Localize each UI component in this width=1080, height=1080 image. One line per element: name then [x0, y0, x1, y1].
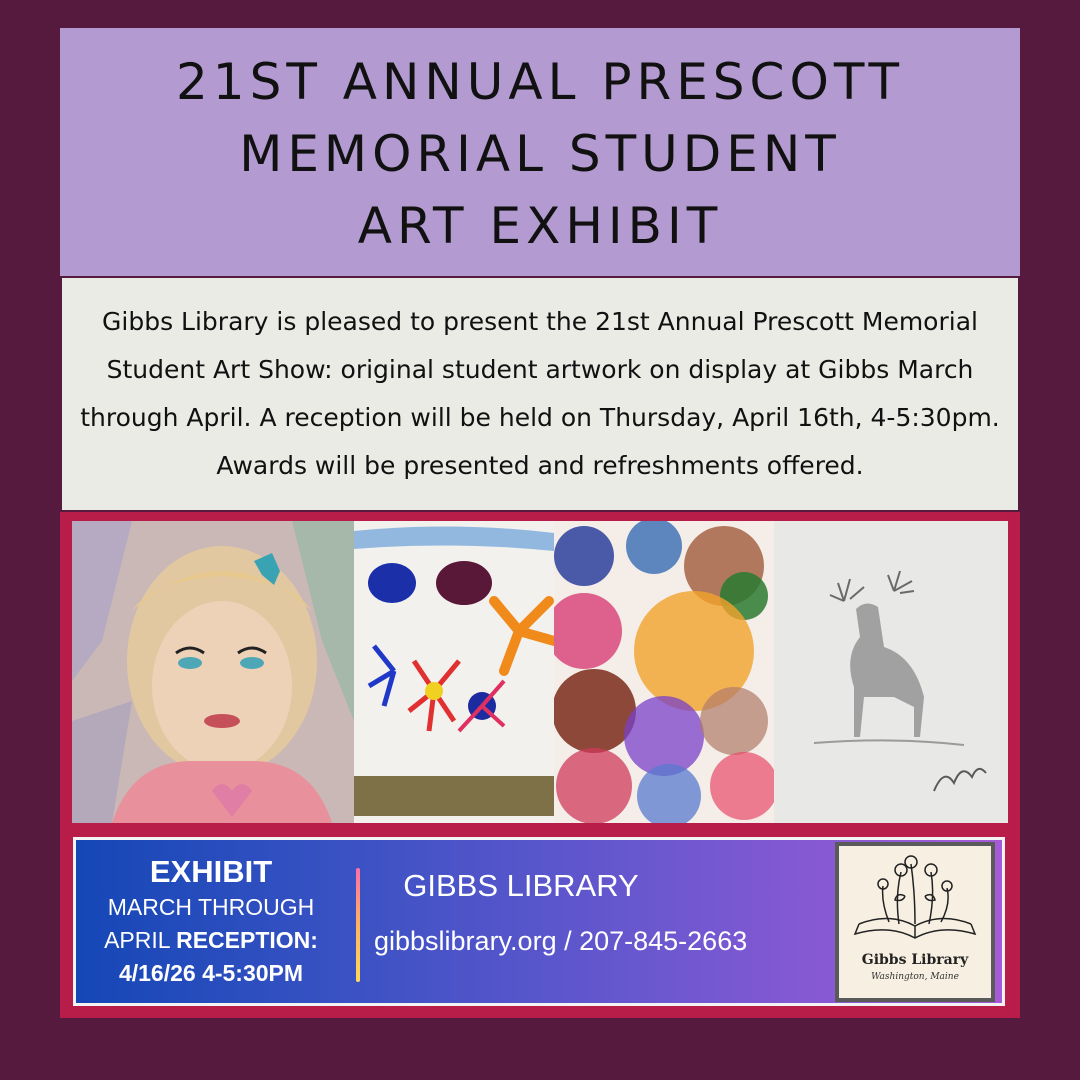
exhibit-details: [76, 840, 346, 1003]
library-name: GIBBS LIBRARY: [403, 868, 639, 903]
exhibit-dates-line: MARCH THROUGH: [107, 894, 315, 920]
open-book-flowers-icon: [839, 846, 991, 950]
divider-line: [356, 868, 360, 982]
description-text: Gibbs Library is pleased to present the 21st Annual Prescott Memorial Student Art Show: original student artwork on display at Gibbs March through April. A reception will be held on Thursday, April 16th, 4-5:30pm. Awards will be presented and refreshments offered.: [80, 307, 1000, 480]
description-panel: [62, 278, 1018, 510]
exhibit-reception-line: [104, 924, 318, 957]
deer-pencil-drawing-artwork: [774, 521, 1008, 823]
title-line-1: 21ST ANNUAL PRESCOTT: [175, 53, 905, 111]
student-portrait-artwork: [72, 521, 354, 823]
logo-location: Washington, Maine: [871, 972, 959, 982]
logo-panel: [839, 846, 991, 998]
title-line-2: MEMORIAL STUDENT: [239, 125, 841, 183]
flowers-painting-artwork: [354, 521, 554, 823]
contact-info: gibbslibrary.org / 207-845-2663: [374, 926, 748, 956]
logo-name: Gibbs Library: [861, 952, 969, 968]
exhibit-heading: EXHIBIT: [149, 854, 273, 889]
exhibit-month-text: APRIL: [104, 927, 177, 953]
reception-date-time: 4/16/26 4-5:30PM: [118, 960, 304, 986]
watercolor-circles-artwork: [554, 521, 774, 823]
library-logo: [835, 842, 995, 1002]
reception-label: RECEPTION:: [176, 927, 318, 953]
title-banner: [60, 28, 1020, 276]
info-bar: [73, 837, 1005, 1006]
title-line-3: ART EXHIBIT: [357, 197, 723, 255]
artwork-strip: [72, 521, 1008, 823]
